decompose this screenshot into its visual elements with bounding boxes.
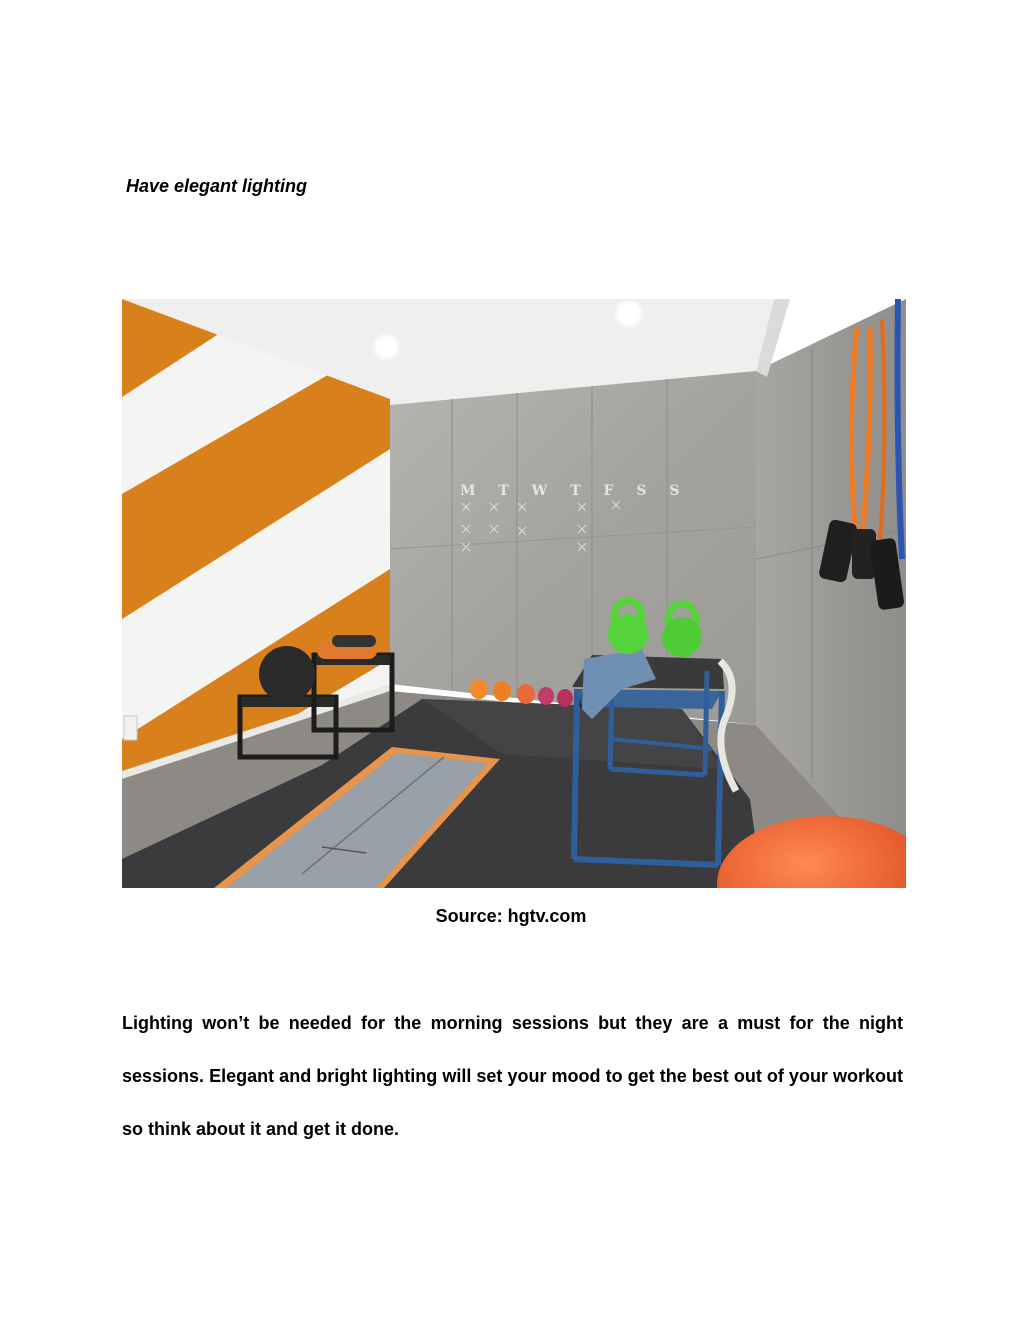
- ceiling-light: [371, 332, 401, 362]
- section-heading: Have elegant lighting: [126, 176, 308, 196]
- image-caption: [0, 906, 1024, 927]
- medicine-ball: [259, 646, 315, 702]
- wall-letters: M T W T F S S: [460, 483, 689, 499]
- ceiling-light: [613, 299, 645, 330]
- home-gym-photo: [122, 299, 906, 888]
- body-paragraph: Lighting won’t be needed for the morning sessions but they are a must for the night sessions. Elegant and bright lighting will set your mood to get the best out of your workout so think about it and get it done.: [122, 1013, 903, 1139]
- image-caption-text: Source: hgtv.com: [435, 906, 587, 926]
